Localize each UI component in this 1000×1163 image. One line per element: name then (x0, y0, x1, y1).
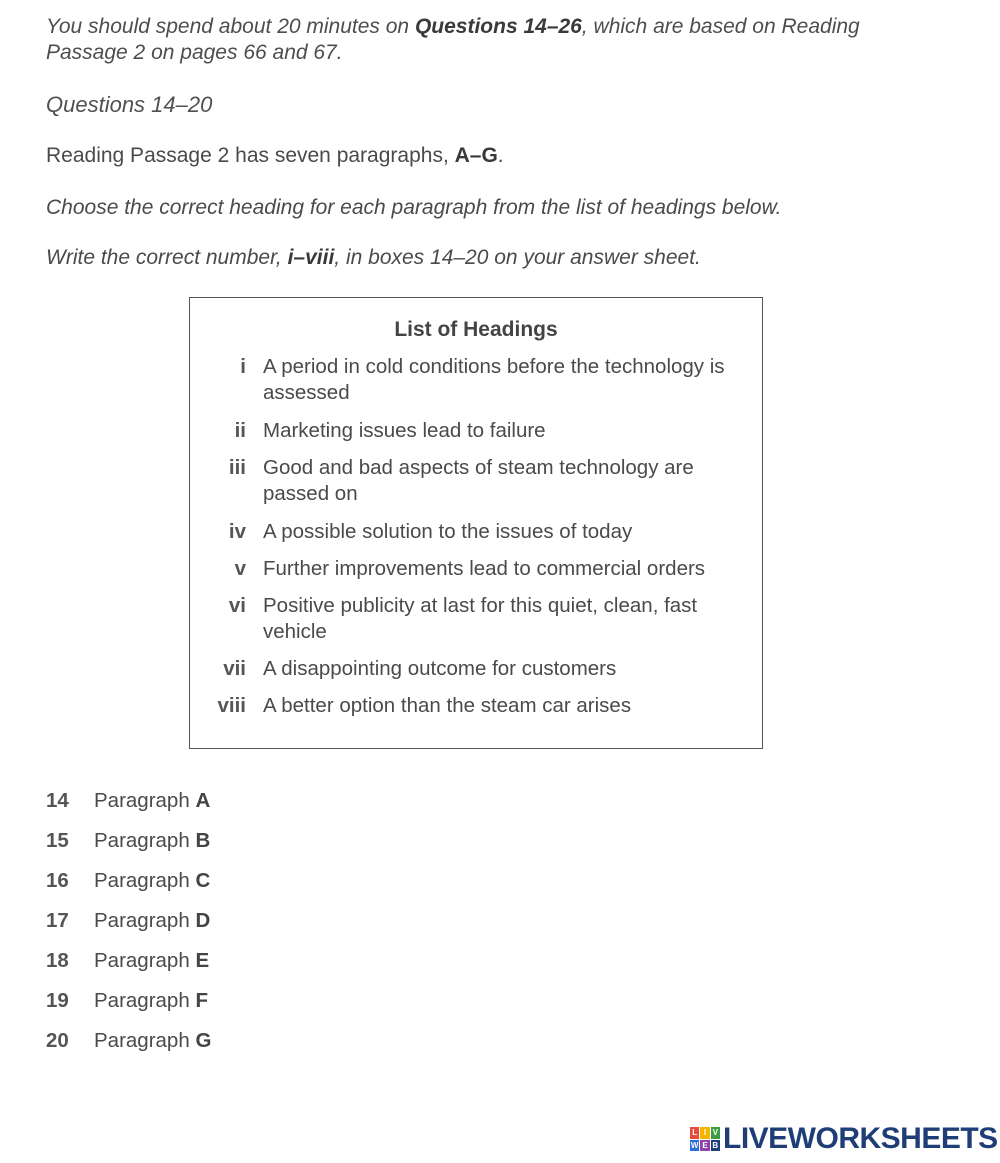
heading-number: iii (228, 456, 246, 479)
heading-number: vii (223, 657, 246, 680)
heading-text: A better option than the steam car arises (263, 694, 632, 717)
heading-text: Further improvements lead to commercial orders (263, 557, 706, 580)
intro-instructions (46, 14, 946, 66)
question-number: 17 (46, 909, 69, 932)
question-16-row (46, 869, 346, 897)
instruction-choose: Choose the correct heading for each paragraph from the list of headings below. (46, 196, 782, 219)
paragraph-letter: F (195, 989, 208, 1012)
heading-number: i (240, 355, 246, 378)
instruction-write (46, 246, 701, 270)
paragraph-label (94, 829, 210, 853)
paragraph-letter: D (195, 909, 211, 932)
question-17-row (46, 909, 346, 937)
question-number: 19 (46, 989, 69, 1012)
heading-number: viii (217, 694, 246, 717)
question-number: 14 (46, 789, 69, 812)
paragraph-word: Paragraph (94, 1029, 196, 1052)
paragraph-letter: E (195, 949, 210, 972)
logo-mark-cell: I (700, 1127, 709, 1139)
intro-text-end: , which are based on Reading Passage 2 on pages 66 and 67. (46, 15, 860, 64)
question-20-row (46, 1029, 346, 1057)
heading-number: v (234, 557, 246, 580)
liveworksheets-logo (690, 1122, 998, 1156)
paragraph-word: Paragraph (94, 949, 196, 972)
paragraph-word: Paragraph (94, 909, 196, 932)
paragraph-label (94, 869, 210, 893)
logo-mark-cell: B (712, 1140, 719, 1150)
paragraph-letter: B (195, 829, 211, 852)
paragraph-word: Paragraph (94, 829, 196, 852)
paragraph-label (94, 789, 210, 813)
heading-text: A possible solution to the issues of today (263, 520, 633, 543)
logo-mark-cell: E (702, 1140, 708, 1150)
paragraph-label (94, 989, 208, 1013)
question-number: 18 (46, 949, 69, 972)
question-18-row (46, 949, 346, 977)
question-14-row (46, 789, 346, 817)
logo-mark-cell: V (712, 1128, 718, 1137)
question-19-row (46, 989, 346, 1017)
instruction-paragraphs-range: A–G (454, 144, 498, 167)
liveworksheets-logo-mark-icon (690, 1127, 720, 1151)
intro-text-start: You should spend about 20 minutes on (46, 15, 415, 38)
heading-number: vi (228, 594, 246, 617)
question-15-row (46, 829, 346, 857)
question-number: 16 (46, 869, 69, 892)
heading-text: Positive publicity at last for this quiet, clean, fast vehicle (263, 594, 698, 643)
instruction-write-end: , in boxes 14–20 on your answer sheet. (334, 246, 701, 269)
paragraph-letter: G (195, 1029, 212, 1052)
logo-mark-cell: L (690, 1127, 699, 1139)
heading-text: Marketing issues lead to failure (263, 419, 546, 442)
liveworksheets-logo-text: LIVEWORKSHEETS (723, 1122, 998, 1155)
questions-title: Questions 14–20 (46, 92, 213, 117)
list-of-headings-title: List of Headings (394, 318, 558, 341)
paragraph-letter: A (195, 789, 211, 812)
heading-text: A period in cold conditions before the technology is assessed (263, 355, 725, 404)
question-number: 20 (46, 1029, 69, 1052)
instruction-paragraphs-end: . (497, 144, 504, 167)
heading-number: iv (228, 520, 246, 543)
paragraph-word: Paragraph (94, 989, 196, 1012)
paragraph-label (94, 949, 209, 973)
heading-text: A disappointing outcome for customers (263, 657, 617, 680)
intro-questions-range: Questions 14–26 (414, 15, 582, 38)
logo-mark-cell: W (690, 1140, 699, 1150)
heading-text: Good and bad aspects of steam technology are passed on (263, 456, 694, 505)
list-of-headings-box (189, 297, 763, 749)
paragraph-label (94, 909, 210, 933)
instruction-paragraphs-text: Reading Passage 2 has seven paragraphs, (46, 144, 455, 167)
instruction-paragraphs (46, 144, 504, 168)
question-number: 15 (46, 829, 69, 852)
paragraph-word: Paragraph (94, 789, 196, 812)
heading-number: ii (234, 419, 246, 442)
paragraph-word: Paragraph (94, 869, 196, 892)
instruction-write-text: Write the correct number, (46, 246, 288, 269)
instruction-write-range: i–viii (287, 246, 335, 269)
paragraph-letter: C (195, 869, 211, 892)
paragraph-label (94, 1029, 211, 1053)
